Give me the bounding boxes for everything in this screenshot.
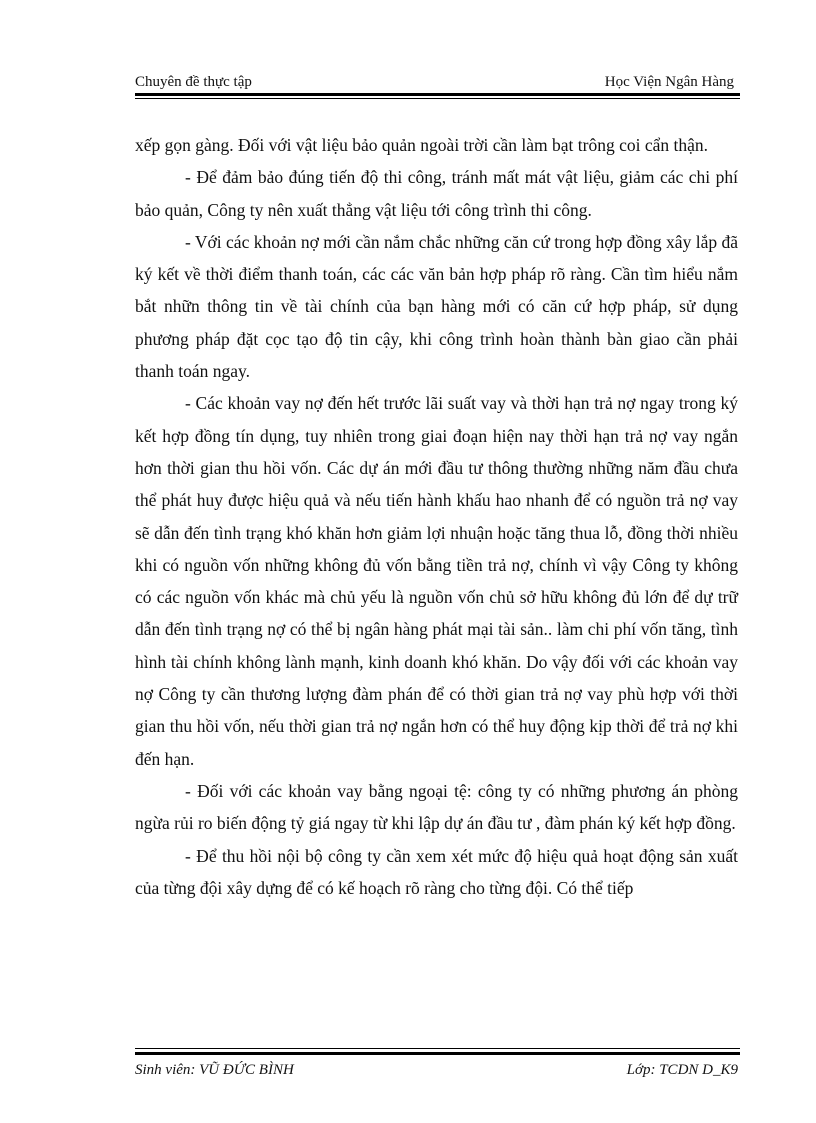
footer-rule-thin xyxy=(135,1048,740,1049)
paragraph-material-delivery: - Để đảm bảo đúng tiến độ thi công, tránh mất mát vật liệu, giảm các chi phí bảo quản, Công ty nên xuất thẳng vật liệu tới công trình thi công. xyxy=(135,167,738,220)
page-footer xyxy=(135,1060,740,1080)
header-institution: Học Viện Ngân Hàng xyxy=(604,74,734,90)
page-header xyxy=(135,72,740,92)
paragraph-loan-repayment: - Các khoản vay nợ đến hết trước lãi suất vay và thời hạn trả nợ ngay trong ký kết hợp đồng tín dụng, tuy nhiên trong giai đoạn hiện nay thời hạn trả nợ vay ngắn hơn thời gian thu hồi vốn. Các dự án mới đầu tư thông thường những năm đầu chưa thể phát huy được hiệu quả và nếu tiến hành khấu hao nhanh để có nguồn trả nợ vay sẽ dẫn đến tình trạng khó khăn hơn giảm lợi nhuận hoặc tăng thua lỗ, đồng thời nhiều khi có nguồn vốn những không đủ vốn bằng tiền trả nợ, chính vì vậy Công ty không có các nguồn vốn khác mà chủ yếu là nguồn vốn chủ sở hữu không đủ lớn để dự trữ dẫn đến tình trạng nợ có thể bị ngân hàng phát mại tài sản.. làm chi phí vốn tăng, tình hình tài chính không lành mạnh, kinh doanh khó khăn. Do vậy đối với các khoản vay nợ Công ty cần thương lượng đàm phán để có thời gian trả nợ vay phù hợp với thời gian thu hồi vốn, nếu thời gian trả nợ ngắn hơn có thể huy động kịp thời để trả nợ khi đến hạn. xyxy=(135,393,738,769)
paragraph-new-receivables: - Với các khoản nợ mới cần nắm chắc những căn cứ trong hợp đồng xây lắp đã ký kết về thời điểm thanh toán, các các văn bản hợp pháp rõ ràng. Cần tìm hiểu nắm bắt nhữn thông tin về tài chính của bạn hàng mới có căn cứ hợp pháp, sử dụng phương pháp đặt cọc tạo độ tin cậy, khi công trình hoàn thành bàn giao cần phải thanh toán ngay. xyxy=(135,231,738,382)
header-rule-thin xyxy=(135,98,740,99)
paragraph-foreign-currency-loans: - Đối với các khoản vay bằng ngoại tệ: công ty có những phương án phòng ngừa rủi ro biến động tỷ giá ngay từ khi lập dự án đầu tư , đàm phán ký kết hợp đồng. xyxy=(135,780,738,834)
header-document-title: Chuyên đề thực tập xyxy=(135,74,252,90)
header-rule-thick xyxy=(135,93,740,96)
paragraph-internal-collection: - Để thu hồi nội bộ công ty cần xem xét mức độ hiệu quả hoạt động sản xuất của từng đội xây dựng để có kế hoạch rõ ràng cho từng đội. Có thể tiếp xyxy=(135,845,738,898)
footer-class: Lớp: TCDN D_K9 xyxy=(626,1062,738,1078)
footer-student-name: Sinh viên: VŨ ĐỨC BÌNH xyxy=(135,1062,294,1078)
paragraph-continuation: xếp gọn gàng. Đối với vật liệu bảo quản ngoài trời cần làm bạt trông coi cẩn thận. xyxy=(135,135,709,155)
body-text xyxy=(135,129,738,904)
footer-rule-thick xyxy=(135,1052,740,1055)
